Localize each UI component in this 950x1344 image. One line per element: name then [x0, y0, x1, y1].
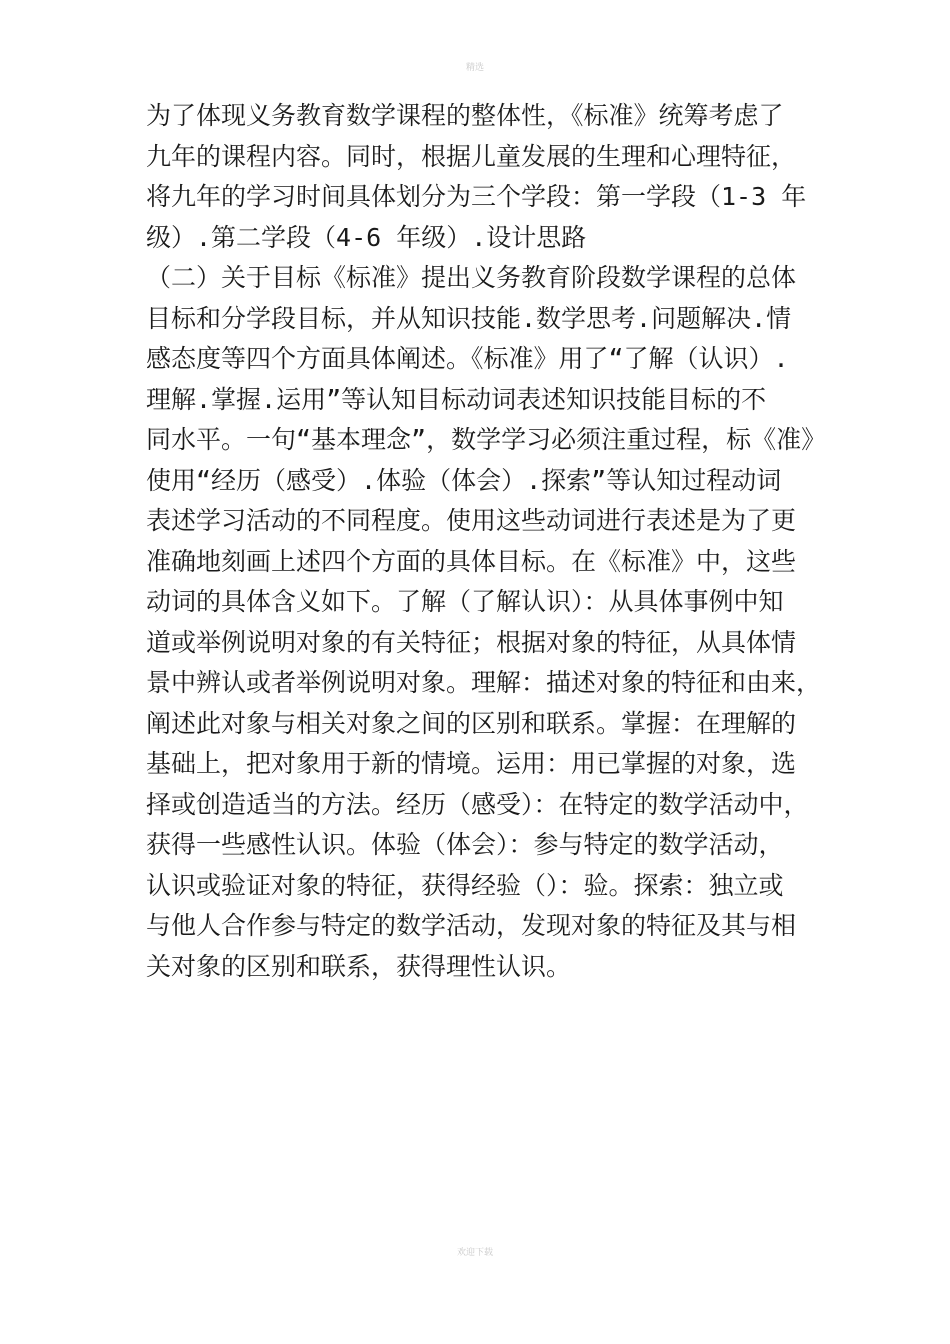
text-line: 择或创造适当的方法。经历（感受）：在特定的数学活动中， — [146, 789, 809, 819]
text-line: 基础上，把对象用于新的情境。运用：用已掌握的对象，选 — [146, 749, 797, 778]
text-line: 同水平。一句“基本理念”，数学学习必须注重过程，标《准》 — [146, 425, 827, 454]
text-line: 动词的具体含义如下。了解（了解认识）：从具体事例中知 — [146, 587, 784, 616]
text-line: （二）关于目标《标准》提出义务教育阶段数学课程的总体 — [146, 263, 797, 292]
text-line: 级）.第二学段（4-6 年级）.设计思路 — [146, 222, 587, 252]
body-text — [146, 96, 827, 987]
text-line: 与他人合作参与特定的数学活动，发现对象的特征及其与相 — [146, 911, 797, 940]
text-line: 目标和分学段目标，并从知识技能.数学思考.问题解决.情 — [146, 303, 792, 333]
text-line: 准确地刻画上述四个方面的具体目标。在《标准》中，这些 — [146, 546, 797, 576]
text-line: 关对象的区别和联系，获得理性认识。 — [146, 951, 572, 981]
header-watermark: 精选 — [465, 63, 484, 73]
text-line: 阐述此对象与相关对象之间的区别和联系。掌握：在理解的 — [146, 708, 797, 738]
text-line: 道或举例说明对象的有关特征；根据对象的特征，从具体情 — [146, 627, 797, 657]
text-line: 感态度等四个方面具体阐述。《标准》用了“了解（认识）. — [146, 344, 789, 373]
text-line: 将九年的学习时间具体划分为三个学段：第一学段（1-3 年 — [146, 182, 807, 211]
text-line: 景中辨认或者举例说明对象。理解：描述对象的特征和由来， — [146, 668, 822, 697]
text-line: 使用“经历（感受）.体验（体会）.探索”等认知过程动词 — [146, 465, 782, 495]
footer-watermark: 欢迎下载 — [456, 1248, 493, 1258]
text-line: 理解.掌握.运用”等认知目标动词表述知识技能目标的不 — [146, 384, 767, 414]
text-line: 为了体现义务教育数学课程的整体性，《标准》统筹考虑了 — [146, 101, 784, 130]
text-line: 获得一些感性认识。体验（体会）：参与特定的数学活动， — [146, 830, 784, 859]
text-line: 表述学习活动的不同程度。使用这些动词进行表述是为了更 — [146, 506, 797, 535]
text-line: 认识或验证对象的特征，获得经验（）：验。探索：独立或 — [146, 870, 784, 900]
text-line: 九年的课程内容。同时，根据儿童发展的生理和心理特征， — [146, 141, 797, 171]
